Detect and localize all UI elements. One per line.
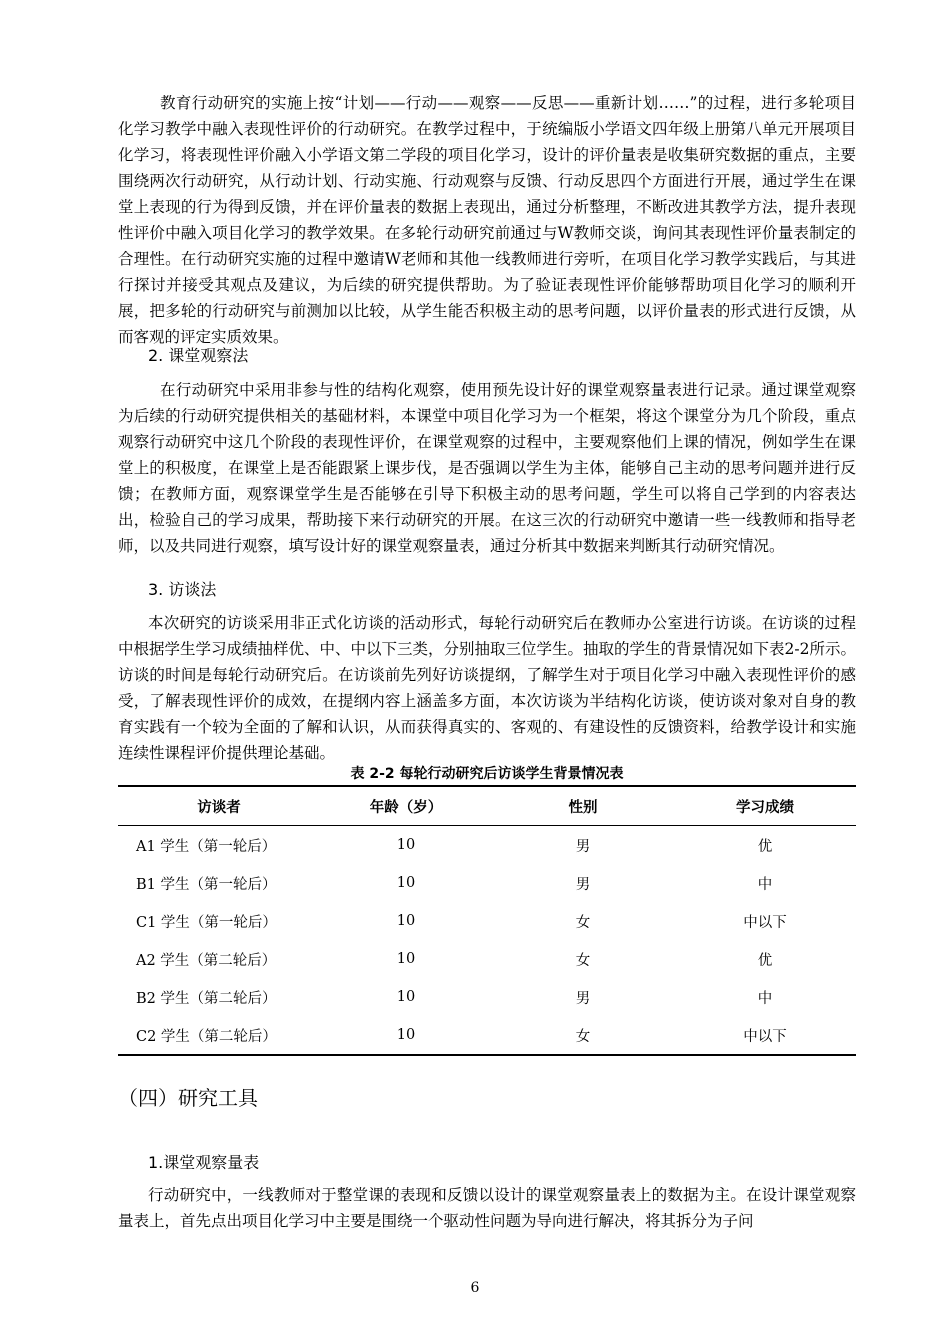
table-cell: 男 <box>575 838 591 855</box>
table-cell: 女 <box>575 914 591 931</box>
column-header: 年龄（岁） <box>320 786 492 826</box>
body-paragraph: 本次研究的访谈采用非正式化访谈的活动形式，每轮行动研究后在教师办公室进行访谈。在访谈的过程中根据学生学习成绩抽样优、中、中以下三类，分别抽取三位学生。抽取的学生的背景情况如下表2-2所示。访谈的时间是每轮行动研究后。在访谈前先列好访谈提纲，了解学生对于项目化学习中融入表现性评价的感受，了解表现性评价的成效，在提纲内容上涵盖多方面，本次访谈为半结构化访谈，使访谈对象对自身的教育实践有一个较为全面的了解和认识，从而获得真实的、客观的、有建设性的反馈资料，给教学设计和实施连续性课程评价提供理论基础。 <box>118 614 856 762</box>
table-cell: 10 <box>396 951 416 967</box>
table-cell: B2 学生（第二轮后） <box>136 990 277 1007</box>
table-cell: 女 <box>575 952 591 969</box>
body-paragraph: 行动研究中，一线教师对于整堂课的表现和反馈以设计的课堂观察量表上的数据为主。在设计课堂观察量表上，首先点出项目化学习中主要是围绕一个驱动性问题为导向进行解决，将其拆分为子问 <box>118 1186 856 1230</box>
table-cell: 10 <box>396 875 416 891</box>
table-row <box>118 902 856 940</box>
table-cell: C1 学生（第一轮后） <box>136 914 277 931</box>
subheading: 3. 访谈法 <box>148 580 217 599</box>
table-cell: 优 <box>757 952 773 969</box>
table-header-row <box>118 786 856 826</box>
table-cell: A1 学生（第一轮后） <box>136 838 277 855</box>
table-cell: 10 <box>320 1016 492 1055</box>
body-paragraph: 教育行动研究的实施上按“计划——行动——观察——反思——重新计划……”的过程，进行多轮项目化学习教学中融入表现性评价的行动研究。在教学过程中，于统编版小学语文四年级上册第八单元开展项目化学习，将表现性评价融入小学语文第二学段的项目化学习，设计的评价量表是收集研究数据的重点，主要围绕两次行动研究，从行动计划、行动实施、行动观察与反馈、行动反思四个方面进行开展，通过学生在课堂上表现的行为得到反馈，并在评价量表的数据上表现出，通过分析整理，不断改进其教学方法，提升表现性评价中融入项目化学习的教学效果。在多轮行动研究前通过与W教师交谈，询问其表现性评价量表制定的合理性。在行动研究实施的过程中邀请W老师和其他一线教师进行旁听，在项目化学习教学实践后，与其进行探讨并接受其观点及建议，为后续的研究提供帮助。为了验证表现性评价能够帮助项目化学习的顺利开展，把多轮的行动研究与前测加以比较，从学生能否积极主动的思考问题，以评价量表的形式进行反馈，从而客观的评定实质效果。 <box>118 94 856 346</box>
table-row <box>118 826 856 865</box>
table-row <box>118 940 856 978</box>
body-paragraph: 在行动研究中采用非参与性的结构化观察，使用预先设计好的课堂观察量表进行记录。通过课堂观察为后续的行动研究提供相关的基础材料，本课堂中项目化学习为一个框架，将这个课堂分为几个阶段，重点观察行动研究中这几个阶段的表现性评价，在课堂观察的过程中，主要观察他们上课的情况，例如学生在课堂上的积极度，在课堂上是否能跟紧上课步伐，是否强调以学生为主体，能够自己主动的思考问题并进行反馈；在教师方面，观察课堂学生是否能够在引导下积极主动的思考问题，学生可以将自己学到的内容表达出，检验自己的学习成果，帮助接下来行动研究的开展。在这三次的行动研究中邀请一些一线教师和指导老师，以及共同进行观察，填写设计好的课堂观察量表，通过分析其中数据来判断其行动研究情况。 <box>118 381 856 555</box>
student-background-table <box>118 785 856 1056</box>
table-cell: 优 <box>757 838 773 855</box>
table-row <box>118 864 856 902</box>
table-cell: 10 <box>396 989 416 1005</box>
table-cell: C2 学生（第二轮后） <box>118 1016 320 1055</box>
table-cell: 中 <box>757 990 773 1007</box>
table-row <box>118 1016 856 1055</box>
table-cell: 10 <box>396 913 416 929</box>
table-cell: 男 <box>575 876 591 893</box>
table-cell: 中以下 <box>743 914 787 931</box>
subheading: 1.课堂观察量表 <box>148 1153 260 1172</box>
table-cell: B1 学生（第一轮后） <box>136 876 277 893</box>
table-cell: 中 <box>757 876 773 893</box>
column-header: 访谈者 <box>118 786 320 826</box>
column-header: 学习成绩 <box>674 786 856 826</box>
column-header: 性别 <box>492 786 674 826</box>
table-cell: A2 学生（第二轮后） <box>136 952 277 969</box>
table-caption: 表 2-2 每轮行动研究后访谈学生背景情况表 <box>350 766 624 782</box>
table-cell: 10 <box>396 837 416 853</box>
table-row <box>118 978 856 1016</box>
subheading: 2. 课堂观察法 <box>148 346 249 365</box>
page-number: 6 <box>470 1280 480 1296</box>
table-cell: 女 <box>492 1016 674 1055</box>
table-cell: 男 <box>575 990 591 1007</box>
section-title: （四）研究工具 <box>118 1086 258 1110</box>
table-cell: 中以下 <box>674 1016 856 1055</box>
